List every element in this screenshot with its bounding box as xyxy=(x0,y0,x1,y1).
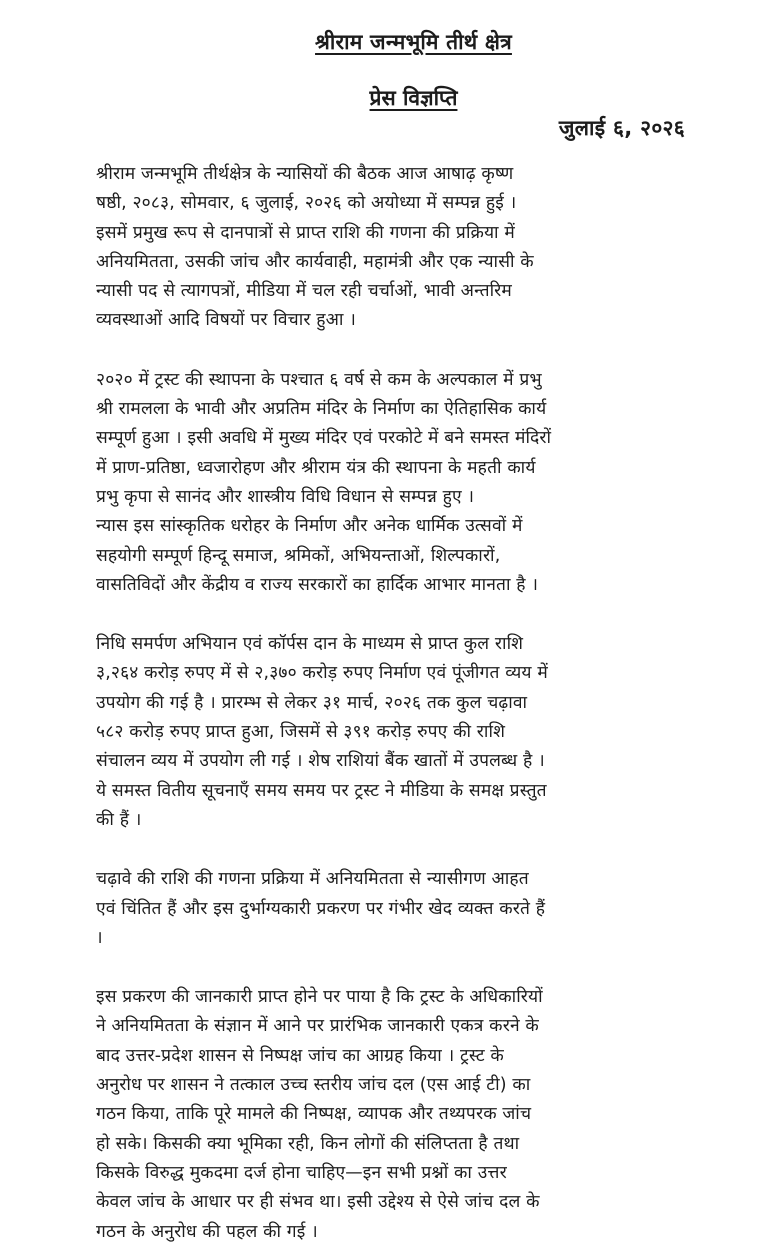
paragraph-financial-summary: निधि समर्पण अभियान एवं कॉर्पस दान के माध्यम से प्राप्त कुल राशि ३,२६४ करोड़ रुपए में से २,३७० करोड़ रुपए निर्माण एवं पूंजीगत व्यय में उपयोग की गई है । प्रारम्भ से लेकर ३१ मार्च, २०२६ तक कुल चढ़ावा ५८२ करोड़ रुपए प्राप्त हुआ, जिसमें से ३९१ करोड़ रुपए की राशि संचालन व्यय में उपयोग ली गई । शेष राशियां बैंक खातों में उपलब्ध है । ये समस्त वितीय सूचनाएँ समय समय पर ट्रस्ट ने मीडिया के समक्ष प्रस्तुत की हैं । xyxy=(96,634,548,830)
organization-title: श्रीराम जन्मभूमि तीर्थ क्षेत्र xyxy=(315,30,512,54)
release-date: जुलाई ६, २०२६ xyxy=(558,116,685,140)
paragraph-meeting-summary: श्रीराम जन्मभूमि तीर्थक्षेत्र के न्यासियों की बैठक आज आषाढ़ कृष्ण षष्ठी, २०८३, सोमवार, ६ जुलाई, २०२६ को अयोध्या में सम्पन्न हुई । इसमें प्रमुख रूप से दानपात्रों से प्राप्त राशि की गणना की प्रक्रिया में अनियमितता, उसकी जांच और कार्यवाही, महामंत्री और एक न्यासी के न्यासी पद से त्यागपत्रों, मीडिया में चल रही चर्चाओं, भावी अन्तरिम व्यवस्थाओं आदि विषयों पर विचार हुआ । xyxy=(96,164,534,331)
document-type-heading: प्रेस विज्ञप्ति xyxy=(369,86,458,110)
paragraph-investigation: इस प्रकरण की जानकारी प्राप्त होने पर पाया है कि ट्रस्ट के अधिकारियों ने अनियमितता के संज्ञान में आने पर प्रारंभिक जानकारी एकत्र करने के बाद उत्तर-प्रदेश शासन से निष्पक्ष जांच का आग्रह किया । ट्रस्ट के अनुरोध पर शासन ने तत्काल उच्च स्तरीय जांच दल (एस आई टी) का गठन किया, ताकि पूरे मामले की निष्पक्ष, व्यापक और तथ्यपरक जांच हो सके। किसकी क्या भूमिका रही, किन लोगों की संलिप्तता है तथा किसके विरुद्ध मुकदमा दर्ज होना चाहिए—इन सभी प्रश्नों का उत्तर केवल जांच के आधार पर ही संभव था। इसी उद्देश्य से ऐसे जांच दल के गठन के अनुरोध की पहल की गई । xyxy=(96,987,543,1242)
press-release-body xyxy=(96,160,696,1247)
paragraph-temple-construction: २०२० में ट्रस्ट की स्थापना के पश्चात ६ वर्ष से कम के अल्पकाल में प्रभु श्री रामलला के भावी और अप्रतिम मंदिर के निर्माण का ऐतिहासिक कार्य सम्पूर्ण हुआ । इसी अवधि में मुख्य मंदिर एवं परकोटे में बने समस्त मंदिरों में प्राण-प्रतिष्ठा, ध्वजारोहण और श्रीराम यंत्र की स्थापना के महती कार्य प्रभु कृपा से सानंद और शास्त्रीय विधि विधान से सम्पन्न हुए । न्यास इस सांस्कृतिक धरोहर के निर्माण और अनेक धार्मिक उत्सवों में सहयोगी सम्पूर्ण हिन्दू समाज, श्रमिकों, अभियन्ताओं, शिल्पकारों, वासतिविदों और केंद्रीय व राज्य सरकारों का हार्दिक आभार मानता है । xyxy=(96,369,552,595)
paragraph-regret-statement: चढ़ावे की राशि की गणना प्रक्रिया में अनियमितता से न्यासीगण आहत एवं चिंतित हैं और इस दुर्भाग्यकारी प्रकरण पर गंभीर खेद व्यक्त करते हैं । xyxy=(96,869,546,948)
